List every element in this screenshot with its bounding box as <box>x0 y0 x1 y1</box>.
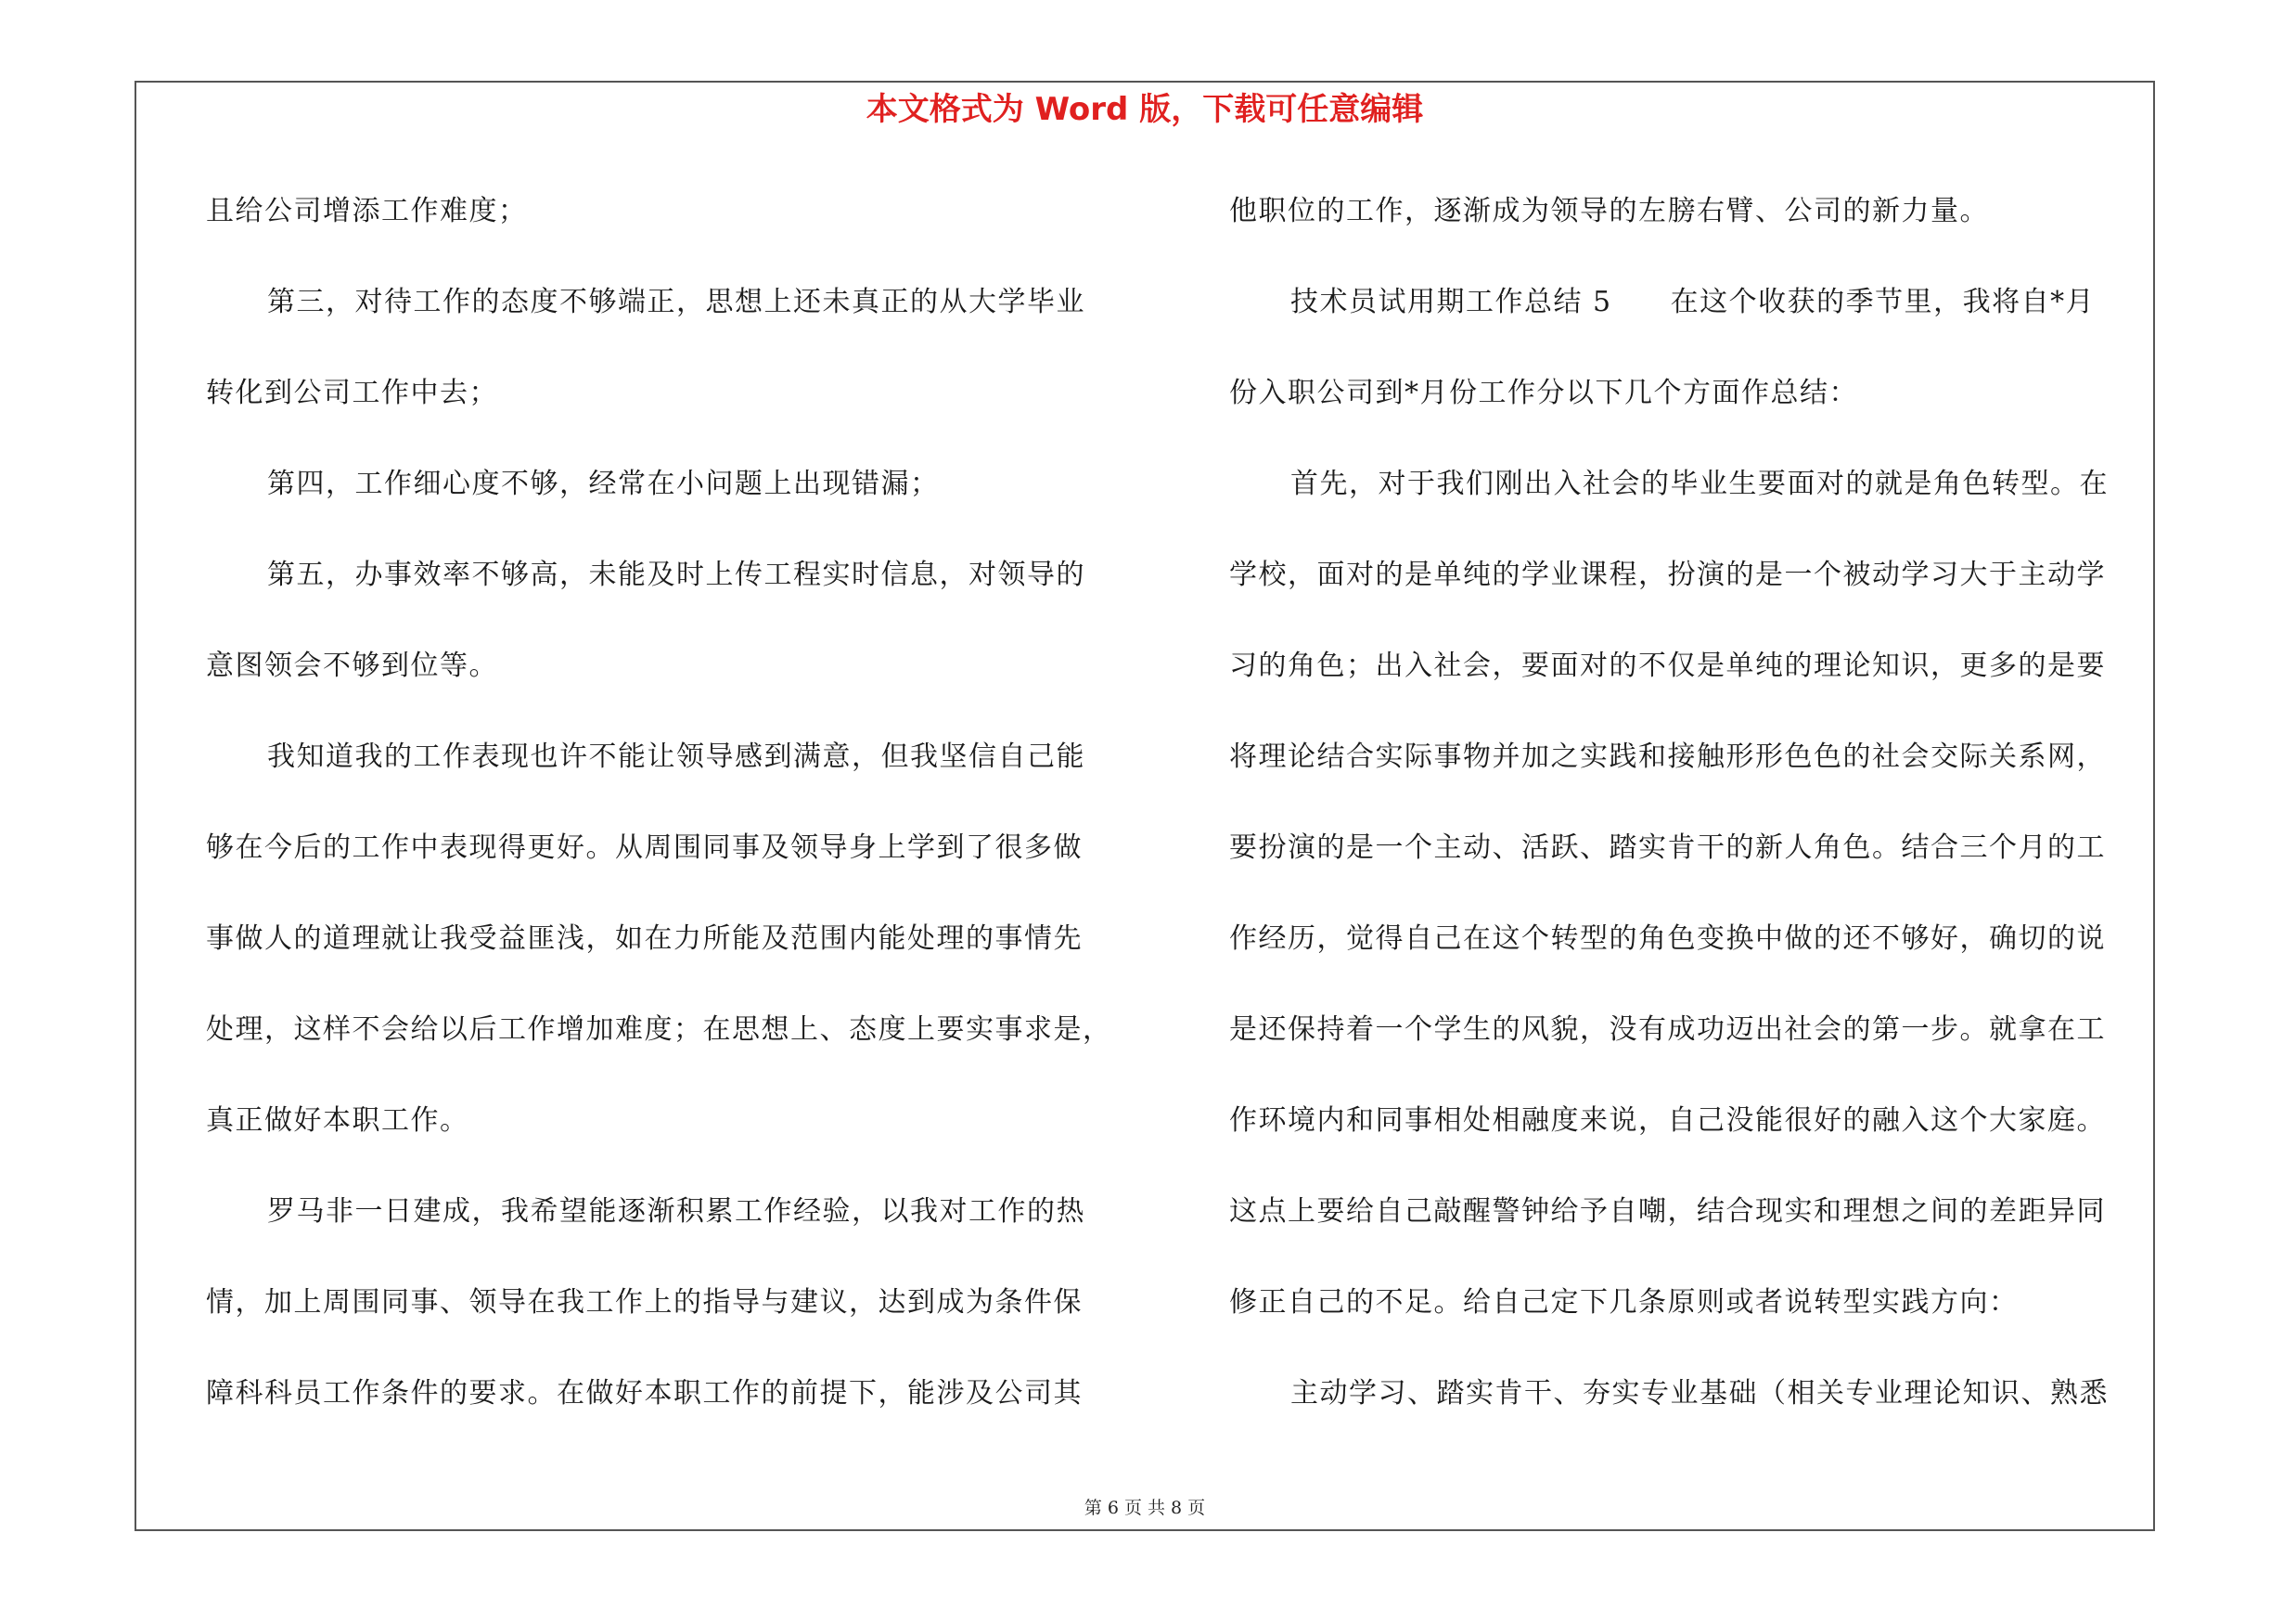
right-column <box>1229 184 2148 1457</box>
right-column-line: 作经历，觉得自己在这个转型的角色变换中做的还不够好，确切的说 <box>1229 922 2106 955</box>
left-column-line: 障科科员工作条件的要求。在做好本职工作的前提下，能涉及公司其 <box>206 1377 1083 1410</box>
right-column-line: 首先，对于我们刚出入社会的毕业生要面对的就是角色转型。在 <box>1290 468 2109 500</box>
left-column-line: 我知道我的工作表现也许不能让领导感到满意，但我坚信自己能 <box>267 741 1085 773</box>
left-column-line: 意图领会不够到位等。 <box>206 650 498 682</box>
right-column-line: 修正自己的不足。给自己定下几条原则或者说转型实践方向： <box>1229 1286 2019 1319</box>
page-number: 第 6 页 共 8 页 <box>1084 1498 1206 1518</box>
right-column-line: 是还保持着一个学生的风貌，没有成功迈出社会的第一步。就拿在工 <box>1229 1013 2106 1046</box>
right-column-line: 作环境内和同事相处相融度来说，自己没能很好的融入这个大家庭。 <box>1229 1104 2106 1137</box>
right-column-line: 将理论结合实际事物并加之实践和接触形形色色的社会交际关系网， <box>1229 741 2106 773</box>
left-column-line: 且给公司增添工作难度； <box>206 195 528 227</box>
left-column-line: 第五，办事效率不够高，未能及时上传工程实时信息，对领导的 <box>267 559 1085 591</box>
left-column-line: 真正做好本职工作。 <box>206 1104 469 1137</box>
right-column-line: 主动学习、踏实肯干、夯实专业基础（相关专业理论知识、熟悉 <box>1290 1377 2109 1410</box>
right-column-line: 习的角色；出入社会，要面对的不仅是单纯的理论知识，更多的是要 <box>1229 650 2106 682</box>
left-column-line: 处理，这样不会给以后工作增加难度；在思想上、态度上要实事求是， <box>206 1013 1112 1046</box>
left-column-line: 事做人的道理就让我受益匪浅，如在力所能及范围内能处理的事情先 <box>206 922 1083 955</box>
right-column-line: 他职位的工作，逐渐成为领导的左膀右臂、公司的新力量。 <box>1229 195 1989 227</box>
left-column-line: 第四，工作细心度不够，经常在小问题上出现错漏； <box>267 468 940 500</box>
left-column-line: 够在今后的工作中表现得更好。从周围同事及领导身上学到了很多做 <box>206 831 1083 864</box>
right-column-line: 这点上要给自己敲醒警钟给予自嘲，结合现实和理想之间的差距异同 <box>1229 1195 2106 1228</box>
left-column-line: 第三，对待工作的态度不够端正，思想上还未真正的从大学毕业 <box>267 286 1085 318</box>
header-title: 本文格式为 Word 版，下载可任意编辑 <box>866 91 1424 128</box>
left-column-line: 转化到公司工作中去； <box>206 377 498 409</box>
left-column-line: 情，加上周围同事、领导在我工作上的指导与建议，达到成为条件保 <box>206 1286 1083 1319</box>
page-footer <box>135 1496 2155 1520</box>
right-column-line: 份入职公司到*月份工作分以下几个方面作总结： <box>1229 377 1858 409</box>
right-column-line: 技术员试用期工作总结 5 在这个收获的季节里，我将自*月 <box>1290 286 2096 318</box>
left-column-line: 罗马非一日建成，我希望能逐渐积累工作经验，以我对工作的热 <box>267 1195 1085 1228</box>
left-column <box>206 184 1124 1457</box>
document-header <box>135 82 2155 137</box>
right-column-line: 要扮演的是一个主动、活跃、踏实肯干的新人角色。结合三个月的工 <box>1229 831 2106 864</box>
right-column-line: 学校，面对的是单纯的学业课程，扮演的是一个被动学习大于主动学 <box>1229 559 2106 591</box>
